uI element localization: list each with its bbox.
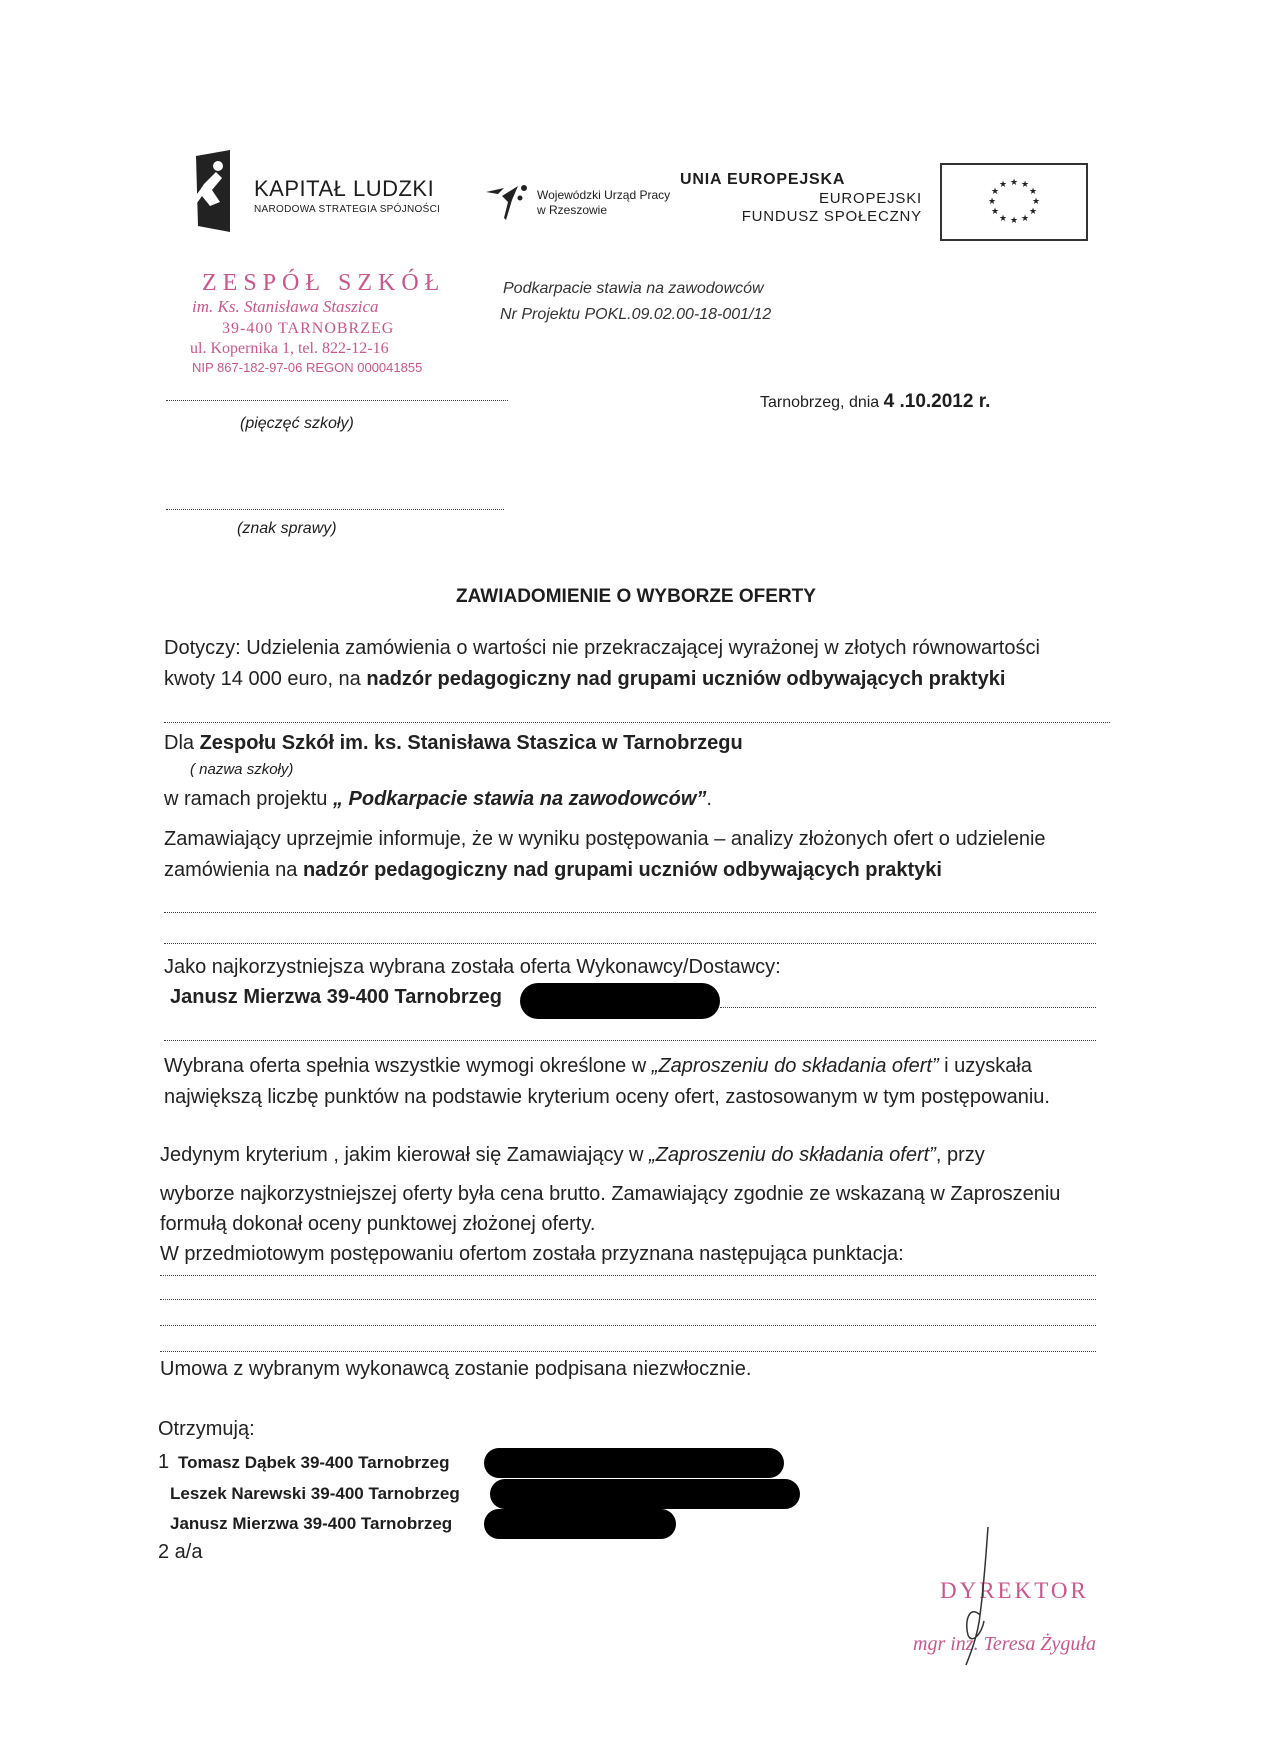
kapital-ludzki-subtitle: NARODOWA STRATEGIA SPÓJNOŚCI bbox=[254, 204, 441, 215]
svg-text:★: ★ bbox=[1028, 187, 1038, 197]
stamp-line-2: im. Ks. Stanisława Staszica bbox=[192, 297, 379, 316]
svg-text:★: ★ bbox=[998, 180, 1008, 190]
recipients-aa: 2 a/a bbox=[158, 1541, 203, 1563]
redacted-address-2 bbox=[490, 1479, 800, 1509]
place-date-prefix: Tarnobrzeg, dnia bbox=[760, 394, 884, 411]
svg-text:★: ★ bbox=[1009, 178, 1019, 188]
stamp-line-4: ul. Kopernika 1, tel. 822-12-16 bbox=[190, 340, 389, 357]
jedynym-line-3: formułą dokonał oceny punktowej złożonej oferty. bbox=[160, 1213, 596, 1235]
director-title: DYREKTOR bbox=[940, 1578, 1089, 1603]
ramach-line bbox=[164, 788, 712, 811]
wybrana-line-1 bbox=[164, 1055, 1032, 1078]
jedynym-line-1 bbox=[160, 1144, 985, 1167]
redacted-address-winner bbox=[520, 983, 720, 1019]
dotted-line-2 bbox=[164, 912, 1096, 913]
redacted-address-3 bbox=[484, 1509, 676, 1539]
stamp-line-3: 39-400 TARNOBRZEG bbox=[222, 320, 395, 337]
wybrana-quote: „Zaproszeniu do składania ofert” bbox=[651, 1055, 939, 1077]
dotted-line-9 bbox=[160, 1351, 1096, 1352]
recipient-1: Tomasz Dąbek 39-400 Tarnobrzeg bbox=[178, 1453, 450, 1472]
zamawiajacy-line-2 bbox=[164, 859, 942, 882]
kapital-ludzki-icon bbox=[188, 150, 232, 232]
ramach-suffix: . bbox=[706, 788, 712, 810]
project-name: Podkarpacie stawia na zawodowców bbox=[503, 280, 764, 297]
dotted-line-3 bbox=[164, 943, 1096, 944]
wybrana-line-1-prefix: Wybrana oferta spełnia wszystkie wymogi określone w bbox=[164, 1055, 652, 1077]
handwritten-signature bbox=[940, 1525, 1010, 1675]
recipient-3: Janusz Mierzwa 39-400 Tarnobrzeg bbox=[170, 1514, 453, 1533]
eu-flag bbox=[940, 163, 1088, 241]
wybrana-line-2: największą liczbę punktów na podstawie kryterium oceny ofert, zastosowanym w tym postępowaniu. bbox=[164, 1086, 1050, 1108]
jedynym-line-1-suffix: , przy bbox=[935, 1144, 985, 1166]
jedynym-quote: „Zaproszeniu do składania ofert” bbox=[649, 1144, 936, 1166]
dotyczy-line-2 bbox=[164, 668, 1005, 691]
svg-text:★: ★ bbox=[1031, 197, 1041, 207]
ramach-prefix: w ramach projektu bbox=[164, 788, 333, 810]
kapital-ludzki-title: KAPITAŁ LUDZKI bbox=[254, 176, 435, 201]
dotted-line-8 bbox=[160, 1325, 1096, 1326]
case-label: (znak sprawy) bbox=[237, 520, 337, 537]
winner-name: Janusz Mierzwa 39-400 Tarnobrzeg bbox=[170, 986, 502, 1008]
stamp-dotted-line bbox=[166, 400, 508, 401]
jedynym-line-2: wyborze najkorzystniejszej oferty była cena brutto. Zamawiający zgodnie ze wskazaną w Zaproszeniu bbox=[160, 1183, 1061, 1205]
project-number: Nr Projektu POKL.09.02.00-18-001/12 bbox=[500, 306, 772, 323]
stamp-line-5: NIP 867-182-97-06 REGON 000041855 bbox=[192, 360, 423, 375]
school-name: Zespołu Szkół im. ks. Stanisława Staszica w Tarnobrzegu bbox=[199, 732, 743, 754]
document-title: ZAWIADOMIENIE O WYBORZE OFERTY bbox=[456, 586, 816, 607]
subject-2: nadzór pedagogiczny nad grupami uczniów odbywających praktyki bbox=[302, 859, 942, 881]
recipients-label: Otrzymują: bbox=[158, 1418, 255, 1440]
place-date-value: 4 .10.2012 r. bbox=[883, 391, 991, 412]
svg-text:★: ★ bbox=[1009, 216, 1019, 226]
jedynym-line-1-prefix: Jedynym kryterium , jakim kierował się Zamawiający w bbox=[160, 1144, 650, 1166]
svg-text:★: ★ bbox=[1020, 180, 1030, 190]
place-date bbox=[760, 391, 990, 413]
dla-line bbox=[164, 732, 743, 755]
svg-text:★: ★ bbox=[990, 187, 1000, 197]
stamp-line-1: ZESPÓŁ SZKÓŁ bbox=[202, 270, 446, 296]
zamawiajacy-line-1: Zamawiający uprzejmie informuje, że w wyniku postępowania – analizy złożonych ofert o udzielenie bbox=[164, 828, 1046, 850]
svg-text:★: ★ bbox=[990, 207, 1000, 217]
dotted-line-5 bbox=[164, 1040, 1096, 1041]
wup-name: Wojewódzki Urząd Pracy w Rzeszowie bbox=[537, 188, 671, 217]
case-dotted-line bbox=[166, 509, 504, 510]
svg-text:★: ★ bbox=[1020, 214, 1030, 224]
zamawiajacy-line-2-prefix: zamówienia na bbox=[164, 859, 303, 881]
dotted-line-7 bbox=[160, 1299, 1096, 1300]
recipients-number-1: 1 bbox=[158, 1451, 170, 1473]
svg-text:★: ★ bbox=[987, 197, 997, 207]
recipient-2: Leszek Narewski 39-400 Tarnobrzeg bbox=[170, 1484, 460, 1503]
eu-title: UNIA EUROPEJSKA bbox=[680, 171, 846, 188]
eu-stars-icon bbox=[942, 165, 1086, 239]
redacted-address-1 bbox=[484, 1448, 784, 1478]
dotted-line-6 bbox=[160, 1275, 1096, 1276]
wup-bird-icon bbox=[484, 180, 532, 224]
svg-text:★: ★ bbox=[1028, 207, 1038, 217]
school-name-label: ( nazwa szkoły) bbox=[190, 761, 294, 778]
director-name: mgr inż. Teresa Żyguła bbox=[913, 1633, 1096, 1655]
dotted-line-1 bbox=[164, 722, 1110, 723]
dotted-line-4 bbox=[720, 1007, 1096, 1008]
jako-line: Jako najkorzystniejsza wybrana została oferta Wykonawcy/Dostawcy: bbox=[164, 956, 781, 978]
umowa-line: Umowa z wybranym wykonawcą zostanie podpisana niezwłocznie. bbox=[160, 1358, 752, 1380]
subject: nadzór pedagogiczny nad grupami uczniów odbywających praktyki bbox=[366, 668, 1006, 690]
ramach-project: „ Podkarpacie stawia na zawodowców” bbox=[332, 788, 707, 810]
dla-prefix: Dla bbox=[164, 732, 200, 754]
wybrana-line-1-suffix: i uzyskała bbox=[938, 1055, 1032, 1077]
dotyczy-line-2-prefix: kwoty 14 000 euro, na bbox=[164, 668, 367, 690]
svg-text:★: ★ bbox=[998, 214, 1008, 224]
punktacja-line: W przedmiotowym postępowaniu ofertom została przyznana następująca punktacja: bbox=[160, 1243, 904, 1265]
eu-line3: FUNDUSZ SPOŁECZNY bbox=[741, 208, 922, 225]
stamp-label: (pięczęć szkoły) bbox=[240, 415, 354, 432]
eu-line2: EUROPEJSKI bbox=[818, 190, 922, 207]
dotyczy-line-1: Dotyczy: Udzielenia zamówienia o wartości nie przekraczającej wyrażonej w złotych równowartości bbox=[164, 637, 1040, 659]
